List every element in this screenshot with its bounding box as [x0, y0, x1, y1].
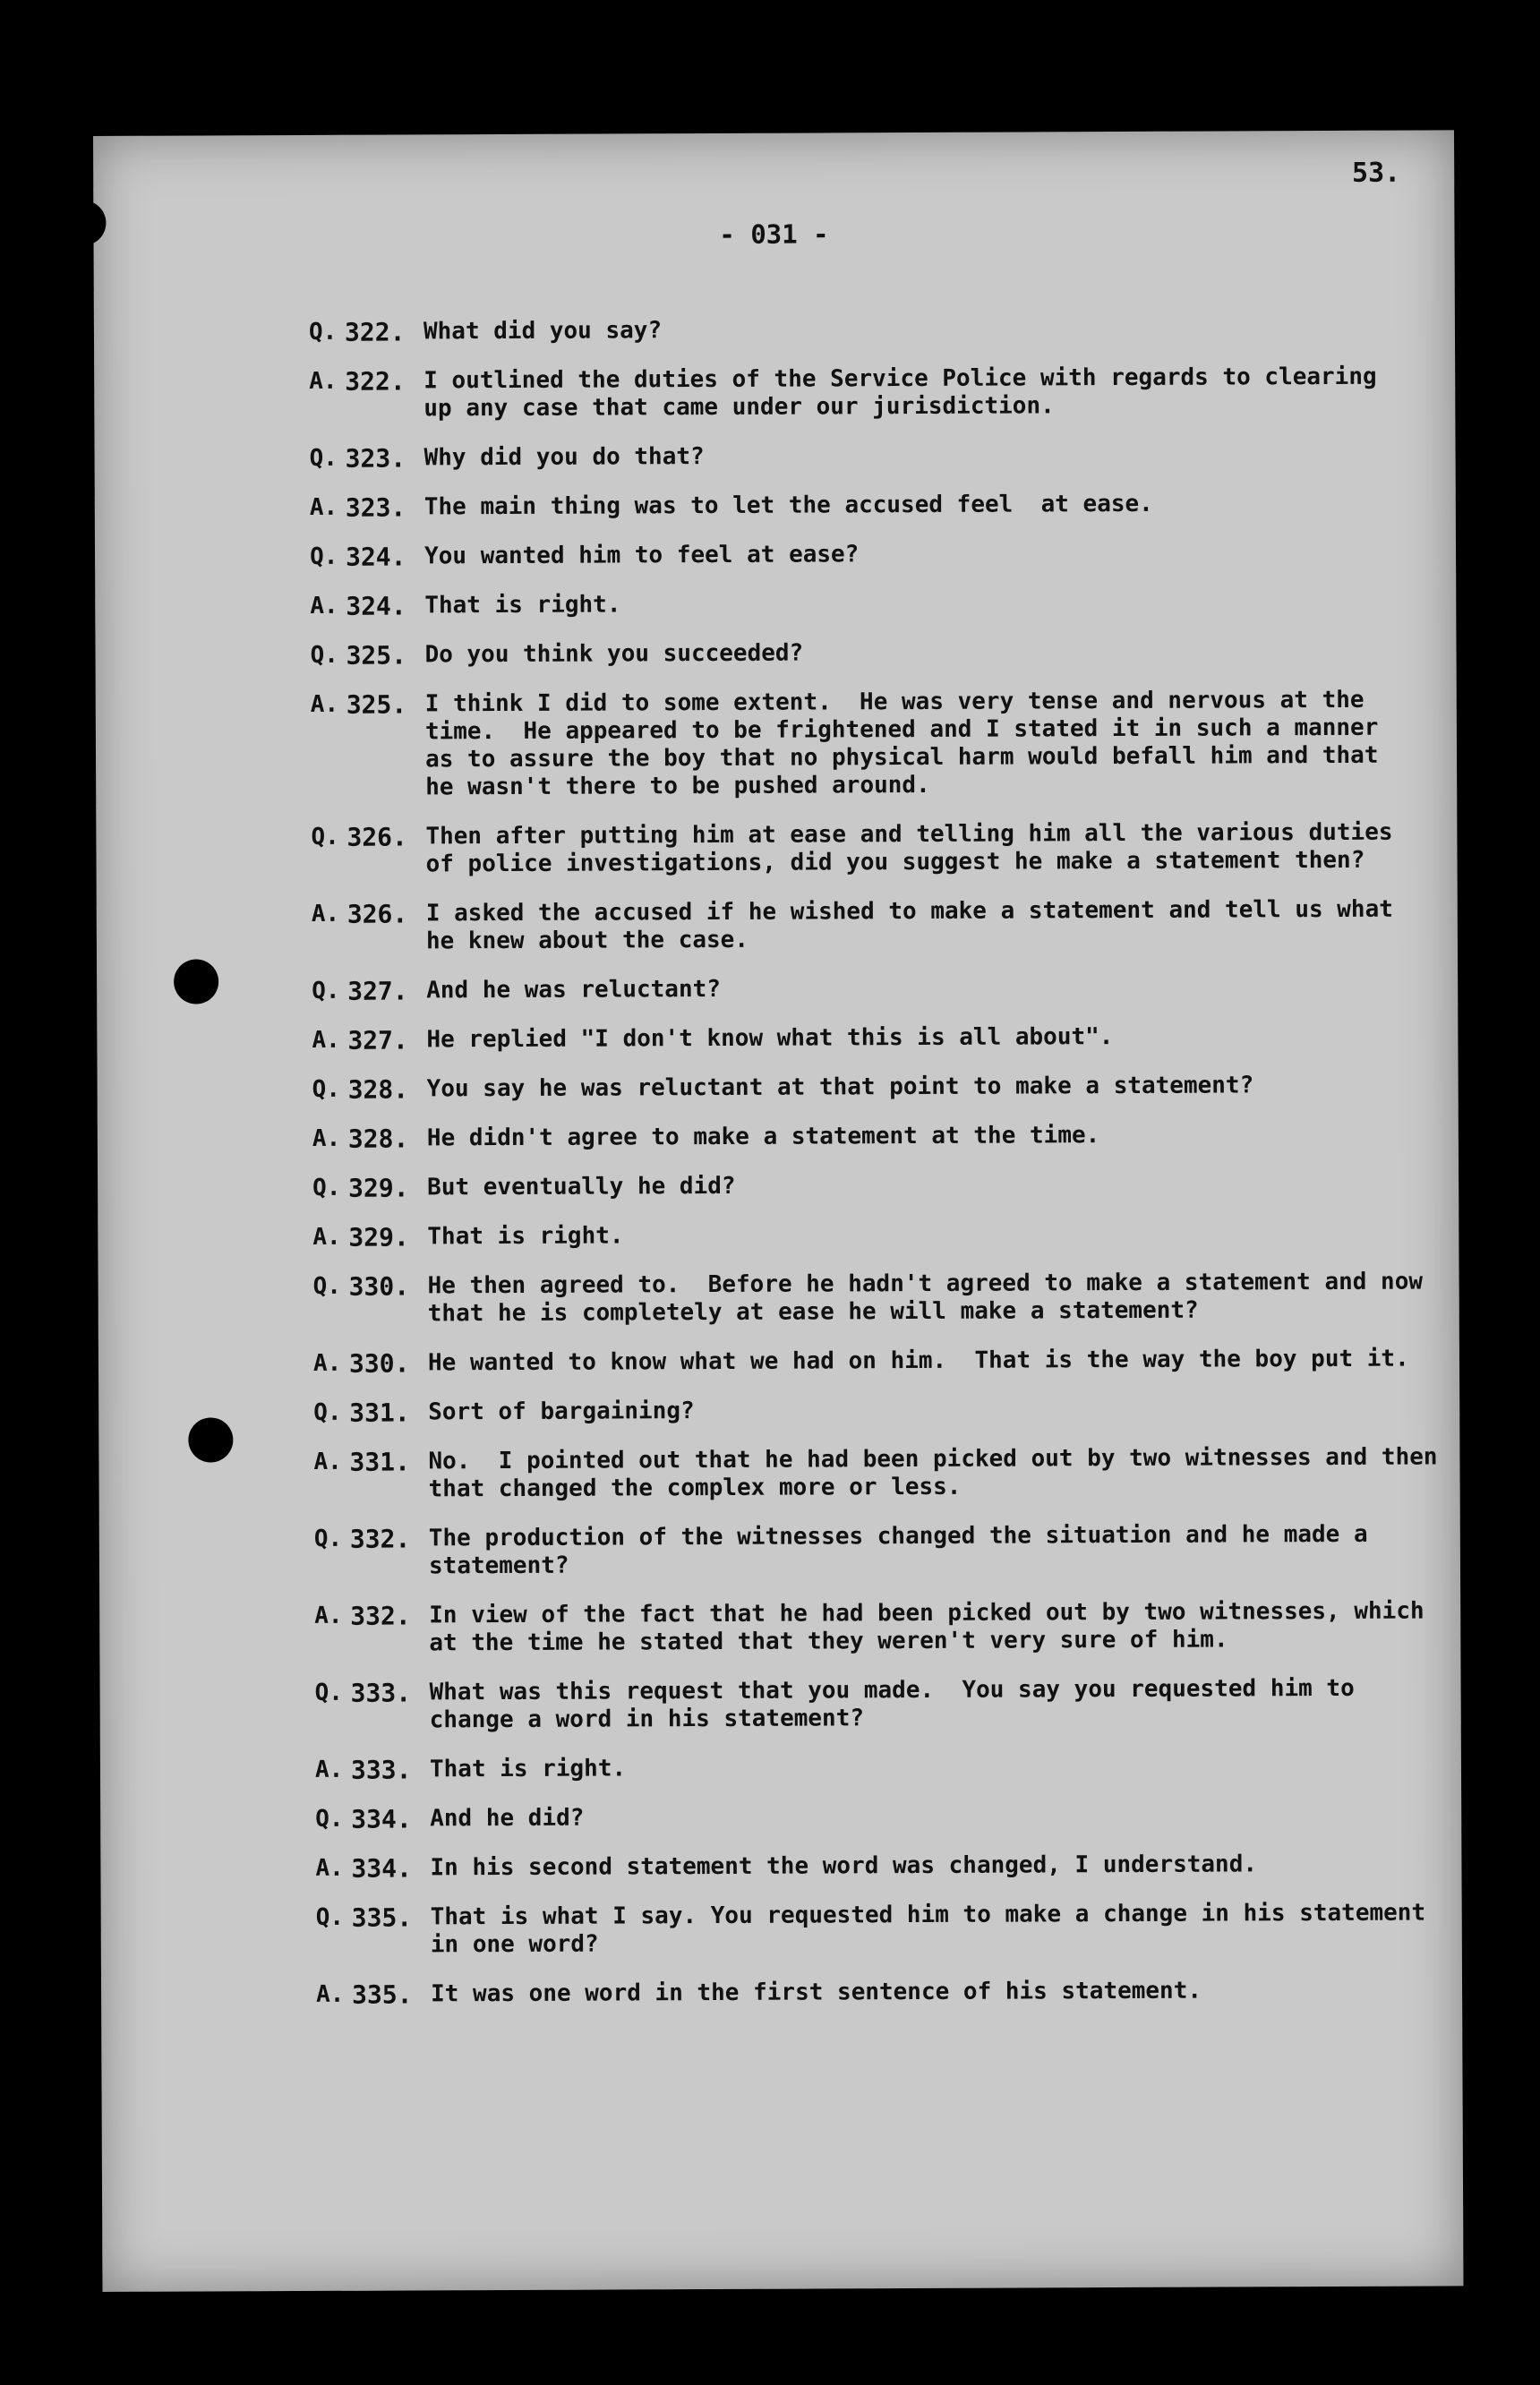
entry-text: The main thing was to let the accused feel at ease. — [424, 490, 1153, 521]
entry-number: 335. — [351, 1979, 413, 2010]
entry-number: 323. — [345, 492, 406, 523]
entry-kind: A. — [312, 1349, 342, 1377]
entry-text: And he was reluctant? — [426, 975, 721, 1004]
entry-text: He didn't agree to make a statement at the time. — [426, 1122, 1100, 1152]
entry-text: I outlined the duties of the Service Police with regards to clearing up any case that came under our jurisdiction. — [424, 363, 1377, 423]
entry-number: 323. — [345, 443, 406, 474]
entry-kind: Q. — [309, 444, 338, 472]
entry-kind: Q. — [315, 1805, 344, 1833]
question-entry — [311, 818, 1448, 879]
entry-kind: A. — [312, 1124, 341, 1152]
entry-number: 333. — [350, 1755, 412, 1785]
entry-kind: Q. — [309, 543, 338, 570]
entry-kind: A. — [309, 367, 338, 395]
answer-entry — [312, 1022, 1449, 1055]
entry-kind: A. — [314, 1756, 344, 1783]
document-page — [93, 130, 1463, 2292]
entry-number: 333. — [350, 1678, 412, 1708]
question-entry — [312, 972, 1449, 1005]
entry-number: 326. — [346, 822, 407, 852]
entry-kind: A. — [312, 1026, 340, 1054]
entry-text: And he did? — [430, 1804, 585, 1833]
answer-entry — [309, 363, 1446, 423]
entry-text: What was this request that you made. You say you requested him to change a word in his statement? — [429, 1674, 1355, 1734]
question-entry — [313, 1394, 1450, 1427]
entry-text: The production of the witnesses changed the situation and he made a statement? — [428, 1520, 1368, 1580]
entry-kind: A. — [315, 1980, 345, 2008]
entry-kind: A. — [310, 592, 338, 620]
entry-kind: A. — [313, 1448, 342, 1475]
entry-number: 332. — [349, 1524, 411, 1554]
question-entry — [310, 637, 1447, 670]
entry-kind: A. — [314, 1602, 343, 1629]
page-header: - 031 - — [719, 218, 829, 250]
question-entry — [310, 440, 1447, 473]
entry-number: 328. — [347, 1074, 409, 1105]
answer-entry — [310, 587, 1447, 620]
entry-number: 331. — [349, 1398, 410, 1428]
entry-kind: Q. — [310, 641, 338, 669]
question-entry — [316, 1899, 1453, 1960]
entry-number: 331. — [349, 1447, 410, 1477]
entry-number: 335. — [351, 1902, 413, 1933]
entry-number: 322. — [344, 317, 406, 347]
question-entry — [314, 1520, 1451, 1581]
entry-text: He then agreed to. Before he hadn't agreed to make a statement and now that he is completely at ease he will make a statement? — [427, 1268, 1424, 1328]
entry-number: 334. — [351, 1804, 412, 1834]
entry-kind: Q. — [312, 1174, 341, 1201]
question-entry — [312, 1071, 1450, 1104]
answer-entry — [316, 1976, 1453, 2009]
entry-kind: A. — [311, 900, 340, 928]
entry-number: 322. — [345, 366, 406, 397]
testimony-list — [309, 313, 1453, 2030]
answer-entry — [312, 1218, 1450, 1252]
entry-kind: Q. — [313, 1525, 343, 1552]
entry-kind: Q. — [311, 823, 339, 851]
entry-number: 324. — [345, 542, 406, 572]
entry-number: 330. — [348, 1348, 410, 1379]
entry-number: 329. — [348, 1222, 409, 1252]
entry-kind: A. — [312, 1223, 341, 1251]
entry-text: Then after putting him at ease and telling him all the various duties of police investigations, did you suggest he make a statement then? — [425, 818, 1393, 878]
entry-text: I asked the accused if he wished to make a statement and tell us what he knew about the case. — [425, 895, 1393, 955]
answer-entry — [313, 1345, 1450, 1378]
answer-entry — [315, 1751, 1452, 1784]
answer-entry — [312, 895, 1449, 956]
entry-text: Do you think you succeeded? — [424, 639, 804, 669]
entry-text: What did you say? — [423, 317, 663, 346]
entry-text: No. I pointed out that he had been picked out by two witnesses and then that changed the complex more or less. — [428, 1443, 1438, 1503]
entry-number: 329. — [348, 1173, 409, 1203]
answer-entry — [311, 686, 1449, 802]
answer-entry — [314, 1597, 1451, 1658]
question-entry — [309, 313, 1446, 346]
entry-number: 328. — [347, 1124, 409, 1154]
entry-number: 330. — [348, 1271, 410, 1302]
entry-text: In view of the fact that he had been picked out by two witnesses, which at the time he stated that they weren't very sure of him. — [429, 1597, 1424, 1657]
punch-hole — [174, 959, 218, 1004]
entry-kind: A. — [309, 493, 338, 521]
answer-entry — [313, 1443, 1450, 1504]
entry-text: Why did you do that? — [424, 443, 705, 472]
entry-text: That is right. — [424, 591, 621, 620]
entry-text: That is right. — [429, 1755, 627, 1783]
entry-number: 334. — [351, 1853, 412, 1884]
punch-hole — [188, 1417, 233, 1462]
answer-entry — [310, 489, 1447, 522]
entry-number: 325. — [346, 640, 407, 671]
question-entry — [313, 1268, 1450, 1329]
entry-number: 327. — [347, 1025, 408, 1056]
entry-kind: Q. — [314, 1679, 343, 1706]
entry-number: 332. — [350, 1601, 411, 1631]
entry-text: That is right. — [427, 1222, 624, 1251]
page-number: 53. — [1351, 157, 1401, 189]
entry-kind: Q. — [308, 318, 338, 346]
entry-text: I think I did to some extent. He was very tense and nervous at the time. He appeared to be frightened and I stated it in such a manner as to assure the boy that no physical harm would befall him and that he wasn't there to be pushed around. — [424, 686, 1379, 801]
entry-number: 325. — [346, 689, 407, 720]
answer-entry — [312, 1120, 1450, 1153]
entry-text: You wanted him to feel at ease? — [424, 541, 860, 570]
entry-text: That is what I say. You requested him to make a change in his statement in one word? — [430, 1899, 1426, 1959]
entry-kind: Q. — [312, 1075, 341, 1103]
entry-kind: A. — [315, 1854, 344, 1882]
question-entry — [310, 538, 1447, 571]
entry-text: You say he was reluctant at that point to make a statement? — [426, 1072, 1254, 1103]
answer-entry — [315, 1850, 1452, 1883]
entry-number: 327. — [347, 976, 408, 1006]
entry-text: He replied "I don't know what this is all about". — [426, 1023, 1114, 1054]
question-entry — [315, 1800, 1452, 1834]
question-entry — [312, 1169, 1450, 1202]
entry-kind: Q. — [313, 1398, 342, 1426]
entry-kind: Q. — [315, 1903, 345, 1931]
entry-text: He wanted to know what we had on him. That is the way the boy put it. — [427, 1345, 1409, 1377]
entry-number: 326. — [346, 899, 408, 929]
question-entry — [315, 1674, 1452, 1735]
entry-kind: Q. — [312, 977, 340, 1004]
entry-text: But eventually he did? — [427, 1172, 736, 1201]
punch-hole — [61, 201, 106, 245]
entry-text: It was one word in the first sentence of his statement. — [430, 1977, 1202, 2008]
entry-kind: A. — [310, 690, 339, 718]
entry-text: Sort of bargaining? — [428, 1398, 695, 1426]
entry-number: 324. — [346, 591, 406, 621]
entry-kind: Q. — [312, 1272, 341, 1300]
entry-text: In his second statement the word was changed, I understand. — [430, 1851, 1258, 1882]
